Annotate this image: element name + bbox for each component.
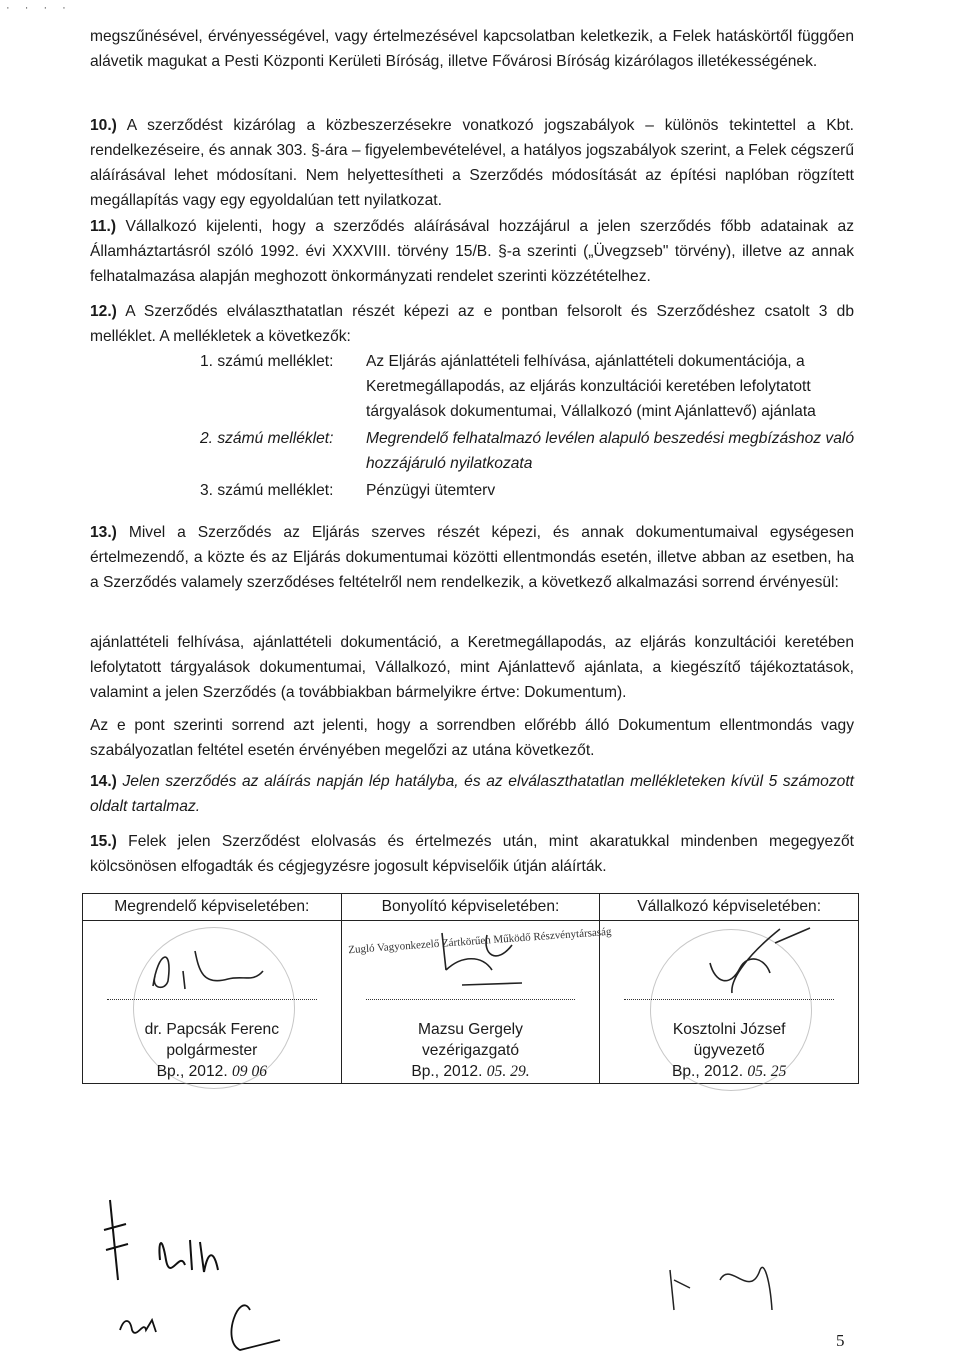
signature-header-client: Megrendelő képviseletében: — [83, 894, 342, 921]
annex-text: Pénzügyi ütemterv — [366, 482, 496, 499]
signatory-name: Mazsu Gergely — [418, 1021, 523, 1038]
annex-item — [200, 478, 860, 503]
signature-date-handwritten: 05. 25 — [747, 1063, 787, 1080]
signature-cell-organizer — [341, 921, 612, 1084]
paragraph-10 — [90, 113, 854, 213]
signature-scribble-icon — [422, 925, 542, 995]
signature-header-contractor: Vállalkozó képviseletében: — [600, 894, 859, 921]
signature-cell-client — [83, 921, 342, 1084]
page-number: 5 — [836, 1331, 845, 1350]
signatory-title: vezérigazgató — [421, 1042, 520, 1059]
signatory-name: dr. Papcsák Ferenc — [144, 1021, 279, 1038]
paragraph-number: 15.) — [90, 833, 117, 850]
paragraph-12 — [90, 299, 854, 349]
paragraph-15 — [90, 829, 854, 879]
signature-date-printed: Bp., 2012. — [156, 1063, 228, 1080]
annex-label: 3. számú melléklet: — [200, 482, 334, 499]
signature-date-handwritten: 09 06 — [232, 1063, 268, 1080]
signature-date-printed: Bp., 2012. — [671, 1063, 744, 1080]
initials-scribble-icon — [100, 1190, 300, 1360]
paragraph-number: 11.) — [90, 218, 117, 235]
paragraph-number: 12.) — [90, 303, 117, 320]
paragraph-number: 14.) — [90, 773, 117, 790]
annex-item — [200, 426, 860, 476]
paragraph-13-order: ajánlattételi felhívása, ajánlattételi dokumentáció, a Keretmegállapodás, az eljárás konzultációi keretében lefolytatott tárgyalások dokumentumai, Vállalkozó, mint Ajánlattevő ajánlata, a kiegészítő tájékoztatások, valamint a jelen Szerződés (a továbbiakban bármelyikre értve: Dokumentum). — [90, 634, 854, 701]
scan-corner-marks: · · · · — [6, 2, 72, 14]
signatory-block — [83, 1019, 341, 1082]
signatory-block — [342, 1019, 600, 1082]
paragraph-number: 13.) — [90, 524, 117, 541]
signature-date — [600, 1061, 858, 1082]
initials-scribble-icon — [660, 1240, 800, 1320]
paragraph-text: Felek jelen Szerződést elolvasás és értelmezés után, mint akaratukkal mindenben megegyezőt kölcsönösen elfogadták és cégjegyzésre jogosult képviselőik útján aláírták. — [90, 833, 854, 875]
signature-line — [107, 999, 317, 1000]
signatory-title: ügyvezető — [693, 1042, 765, 1059]
paragraph-14 — [90, 769, 854, 819]
signature-scribble-icon — [133, 931, 293, 1001]
company-stamp: Zugló Vagyonkezelő Zártkörűen Működő Részvénytársaság — [347, 925, 612, 957]
signature-table — [82, 893, 859, 1084]
signature-header-organizer: Bonyolító képviseletében: — [341, 894, 600, 921]
paragraph-13 — [90, 520, 854, 595]
signature-date-printed: Bp., 2012. — [411, 1063, 483, 1080]
paragraph-11 — [90, 214, 854, 289]
paragraph-text: Vállalkozó kijelenti, hogy a szerződés aláírásával hozzájárul a jelen szerződés főbb adatainak az Államháztartásról szóló 1992. évi XXXVIII. törvény 15/B. §-a szerinti („Üvegzseb" törvény), illetve az annak felhatalmazása alapján meghozott önkormányzati rendelet szerinti közzétételhez. — [90, 218, 854, 285]
signatory-title: polgármester — [166, 1042, 258, 1059]
paragraph-text: Jelen szerződés az aláírás napján lép hatályba, és az elválaszthatatlan mellékleteken kívül 5 számozott oldalt tartalmaz. — [90, 773, 854, 815]
signature-line — [366, 999, 576, 1000]
signature-date — [83, 1061, 341, 1082]
annex-item — [200, 349, 860, 424]
annex-label: 1. számú melléklet: — [200, 353, 334, 370]
paragraph-text: A Szerződés elválaszthatatlan részét képezi az e pontban felsorolt és Szerződéshez csatolt 3 db melléklet. A mellékletek a következők: — [90, 303, 854, 345]
annex-text: Megrendelő felhatalmazó levélen alapuló beszedési megbízáshoz való hozzájáruló nyilatkozata — [366, 430, 855, 472]
signature-date-handwritten: 05. 29. — [486, 1063, 530, 1080]
signature-date — [342, 1061, 600, 1082]
paragraph-13-note: Az e pont szerinti sorrend azt jelenti, hogy a sorrendben előrébb álló Dokumentum ellentmondás vagy szabályozatlan feltétel esetén érvényében megelőzi az utána következőt. — [90, 717, 854, 759]
annex-text: Az Eljárás ajánlattételi felhívása, ajánlattételi dokumentációja, a Keretmegállapodás, az eljárás konzultációi keretében lefolytatott tárgyalások dokumentumai, Vállalkozó (mint Ajánlattevő) ajánlata — [366, 353, 816, 420]
signature-cell-contractor — [600, 921, 859, 1084]
annex-list — [200, 349, 860, 505]
signatory-name: Kosztolni József — [672, 1021, 786, 1038]
paragraph-text: A szerződést kizárólag a közbeszerzésekre vonatkozó jogszabályok – különös tekintettel a Kbt. rendelkezéseire, és annak 303. §-ára – figyelembevételével, a hatályos jogszabályok szerint, a Felek cégszerű aláírásával lehet módosítani. Nem helyettesítheti a Szerződés módosítását az építési naplóban rögzített megállapítás vagy egy egyoldalúan tett nyilatkozat. — [90, 117, 854, 209]
signature-scribble-icon — [670, 923, 830, 998]
paragraph-text: Mivel a Szerződés az Eljárás szerves részét képezi, és annak dokumentumaival egységesen értelmezendő, a közte és az Eljárás dokumentumai közötti ellentmondás esetén, illetve abban az esetben, ha a Szerződés valamely szerződéses feltételről nem rendelkezik, a következő alkalmazási sorrend érvényesül: — [90, 524, 854, 591]
signatory-block — [600, 1019, 858, 1082]
signature-line — [624, 999, 834, 1000]
paragraph-number: 10.) — [90, 117, 117, 134]
paragraph-continuation: megszűnésével, érvényességével, vagy értelmezésével kapcsolatban keletkezik, a Felek hatáskörtől függően alávetik magukat a Pesti Központi Kerületi Bíróság, illetve Fővárosi Bíróság kizárólagos illetékességének. — [90, 28, 854, 70]
annex-label: 2. számú melléklet: — [200, 430, 334, 447]
